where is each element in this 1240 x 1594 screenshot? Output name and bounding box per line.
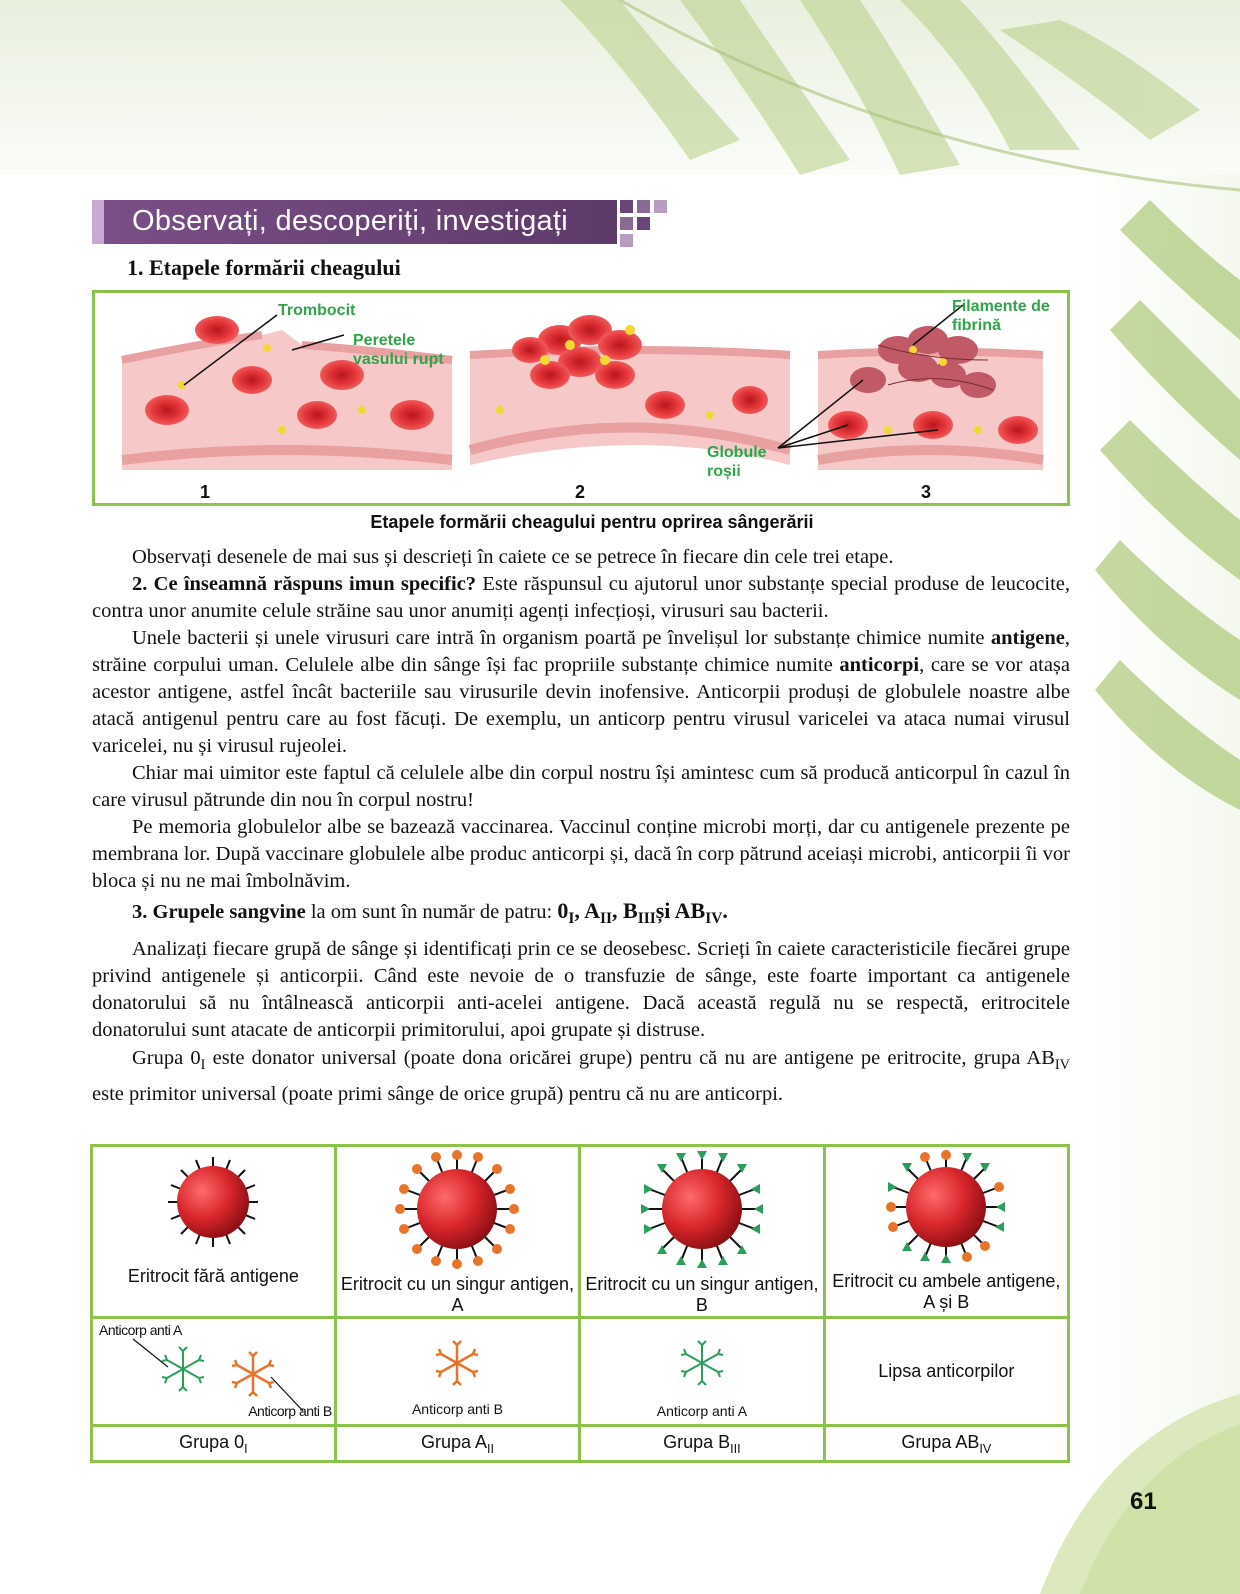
q3-g2: A	[584, 898, 601, 923]
figure-caption: Etapele formării cheagului pentru oprirea sângerării	[370, 512, 814, 532]
q3-s2: II	[600, 910, 613, 927]
section-title-banner	[92, 200, 617, 244]
p3-e: , care se vor atașa acestor antigene, astfel încât bacteriile sau virusurile devin inofensive. Anticorpii produși de globulele noastre albe atacă antigenul pentru care au fost făcuți. De exemplu, un anticorp pentru virusul varicelei va ataca numai virusul varicelei, nu și virusul rujeolei.	[92, 654, 1071, 757]
paragraph-memory: Chiar mai uimitor este faptul că celulele albe din corpul nostru își amintesc cum să producă anticorpul în cazul în care virusul pătrunde din nou în corpul nostru!	[92, 762, 1070, 811]
grupa-b	[580, 1426, 824, 1462]
label-globule: Globule roșii	[707, 444, 767, 480]
page-number: 61	[1130, 1488, 1157, 1515]
label-peretele: Peretele vasului rupt	[353, 332, 444, 368]
p7-b-sub: IV	[1054, 1057, 1071, 1073]
grupa-b-sub: III	[730, 1441, 741, 1456]
q3-g4: AB	[674, 898, 706, 923]
q3-rest: la om sunt în număr de patru:	[305, 901, 558, 923]
eritrocit-label-3: Eritrocit cu ambele antigene, A și B	[832, 1271, 1061, 1312]
paragraph-analyze: Analizați fiecare grupă de sânge și identificați prin ce se deosebesc. Scrieți în caiete caracteristicile fiecărei grupe privind antigenele și anticorpii. Când este nevoie de o transfuzie de sânge, este foarte important ca antigenele donatorului să nu întâlnească anticorpii anti-acelei antigene. Dacă această regulă nu se respectă, eritrocitele donatorului sunt atacate de anticorpii primitorului, apoi grupate și distruse.	[92, 938, 1070, 1041]
grupa-b-label: Grupa B	[663, 1431, 731, 1452]
p3-anticorpi: anticorpi	[839, 654, 920, 676]
cell-anticorp-3	[824, 1318, 1068, 1426]
body-text-block-1	[92, 544, 1070, 932]
p7-b: este donator universal (poate dona oricărei grupe) pentru că nu are antigene pe eritrocite, grupa AB	[205, 1047, 1055, 1069]
lipsa-anticorpilor: Lipsa anticorpilor	[878, 1361, 1015, 1381]
blood-groups-table	[90, 1144, 1070, 1463]
anticorp-a-label-2: Anticorp anti A	[656, 1403, 748, 1419]
eritrocit-label-1: Eritrocit cu un singur antigen, A	[340, 1274, 575, 1315]
p3-a: Unele bacterii și unele virusuri care intră în organism poartă pe învelișul lor substanțe chimice numite	[132, 627, 991, 649]
grupa-0-sub: I	[244, 1441, 248, 1456]
antibody-b-icon	[427, 1333, 487, 1393]
p7-a: Grupa 0	[132, 1047, 201, 1069]
p3-antigene: antigene	[990, 627, 1065, 649]
antibody-a-icon	[672, 1333, 732, 1393]
paragraph-immune	[92, 571, 1070, 625]
eritrocit-label-2: Eritrocit cu un singur antigen, B	[585, 1274, 819, 1315]
cell-eritrocit-3	[824, 1146, 1068, 1318]
cell-anticorp-0	[92, 1318, 336, 1426]
paragraph-blood-groups: 3. Grupele sangvine la om sunt în număr de patru: $0_I$, $A_{II}$, $B_{III}și$ $AB_{IV}$.	[132, 898, 728, 927]
anticorp-a-label-0: Anticorp anti A	[99, 1322, 182, 1338]
q3-s1: I	[568, 910, 575, 927]
cell-anticorp-1	[335, 1318, 579, 1426]
body-text-block-2	[92, 936, 1070, 1109]
p3-c: , străine corpului uman. Celulele albe din sânge își fac propriile substanțe chimice numite	[92, 627, 1070, 676]
paragraph-vaccine: Pe memoria globulelor albe se bazează vaccinarea. Vaccinul conține microbi morți, dar cu antigenele prezente pe membrana lor. După vaccinare globulele albe produc anticorpi și, dacă în corp pătrund aceiași microbi, anticorpii îi vor bloca și nu ne mai îmbolnăvim.	[92, 816, 1070, 892]
q3-bold: 3. Grupele sangvine	[132, 901, 306, 923]
q3-s4: IV	[705, 910, 723, 927]
paragraph-universal	[92, 1044, 1070, 1109]
grupa-ab	[824, 1426, 1068, 1462]
q3-g1: 0	[557, 898, 569, 923]
grupa-ab-sub: IV	[979, 1441, 992, 1456]
grupa-a-label: Grupa A	[420, 1431, 487, 1452]
q3-and: și	[655, 898, 671, 923]
grupa-ab-label: Grupa AB	[901, 1431, 980, 1452]
rbc-antigen-ab-icon	[881, 1147, 1011, 1265]
cell-eritrocit-1	[335, 1146, 579, 1318]
stage-number-3: 3	[921, 482, 932, 502]
p7-a-sub: I	[200, 1057, 206, 1073]
label-trombocit: Trombocit	[278, 302, 356, 319]
cell-anticorp-2	[580, 1318, 824, 1426]
stage-number-1: 1	[200, 482, 211, 502]
grupa-0	[92, 1426, 336, 1462]
heading-clot-stages: 1. Etapele formării cheagului	[127, 255, 401, 280]
paragraph-observe: Observați desenele de mai sus și descrieți în caiete ce se petrece în fiecare din cele trei etape.	[132, 546, 894, 568]
rbc-antigen-b-icon	[637, 1147, 767, 1272]
section-title: Observați, descoperiți, investigați	[132, 205, 569, 237]
p7-c: este primitor universal (poate primi sânge de orice grupă) pentru că nu are anticorpi.	[92, 1083, 784, 1105]
grupa-0-label: Grupa 0	[179, 1431, 245, 1452]
q3-g3: B	[623, 898, 638, 923]
grupa-a-sub: II	[487, 1441, 494, 1456]
q3-s3: III	[637, 910, 656, 927]
eritrocit-label-0: Eritrocit fără antigene	[127, 1266, 299, 1286]
q2-bold: 2. Ce înseamnă răspuns imun specific?	[132, 573, 477, 595]
paragraph-antigens	[92, 625, 1070, 760]
clot-illustration	[92, 290, 1070, 506]
cell-eritrocit-2	[580, 1146, 824, 1318]
label-filamente: Filamente de fibrină	[952, 298, 1050, 334]
anticorp-b-label-1: Anticorp anti B	[411, 1401, 504, 1417]
anticorp-b-label-0: Anticorp anti B	[248, 1403, 332, 1419]
cell-eritrocit-0	[92, 1146, 336, 1318]
grupa-a	[335, 1426, 579, 1462]
q2-rest: Este răspunsul cu ajutorul unor substanțe special produse de leucocite, contra unor anumite celule străine sau unor anumiți agenți infecțioși, virusuri sau bacterii.	[92, 573, 1070, 622]
stage-number-2: 2	[575, 482, 586, 502]
rbc-antigen-a-icon	[392, 1147, 522, 1272]
rbc-no-antigen-icon	[158, 1147, 268, 1262]
